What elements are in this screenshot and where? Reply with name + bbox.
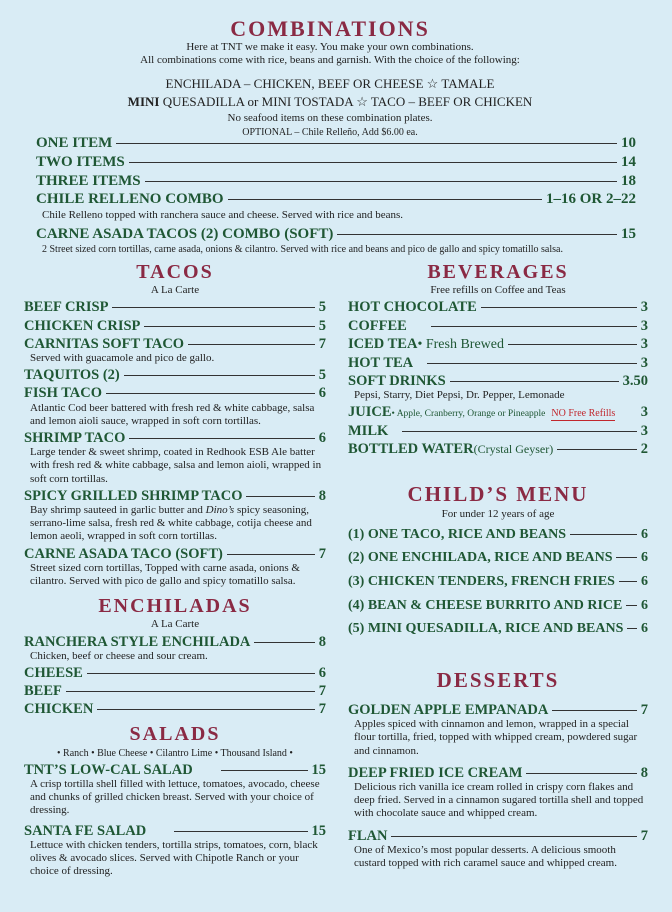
desc-italic: Dino’s [205, 504, 235, 517]
menu-item [24, 386, 326, 401]
menu-item [348, 766, 648, 781]
leader-line [570, 534, 637, 535]
leader-line [254, 642, 314, 643]
item-description: Pepsi, Starry, Diet Pepsi, Dr. Pepper, Lemonade [354, 388, 565, 401]
leader-line [557, 449, 637, 450]
choice-enchilada: ENCHILADA – CHICKEN, BEEF OR CHEESE [165, 75, 424, 91]
desserts-title: DESSERTS [436, 667, 560, 692]
leader-line [427, 363, 637, 364]
item-price: 7 [640, 701, 648, 718]
item-name: CHILE RELLENO COMBO [36, 191, 224, 208]
item-name: JUICE [348, 404, 392, 421]
leader-line [626, 605, 637, 606]
item-name: COFFEE [348, 317, 407, 334]
choice-tamale: TAMALE [441, 75, 495, 91]
leader-line [129, 162, 617, 163]
tacos-title: TACOS [136, 261, 214, 283]
leader-line [129, 438, 314, 439]
item-name: MILK [348, 422, 389, 439]
item-price: 6 [641, 597, 648, 613]
menu-item [348, 424, 648, 439]
item-price: 6 [318, 430, 326, 447]
menu-item [348, 405, 648, 421]
item-description: Delicious rich vanilla ice cream rolled in crispy corn flakes and deep fried. Served in a cinnamon sugared tortilla shell and topped with chocolate sauce and whipped cream. [354, 780, 644, 820]
menu-item [348, 703, 648, 718]
salad-dressings: • Ranch • Blue Cheese • Cilantro Lime • Thousand Island • [57, 747, 293, 759]
star-icon: ☆ [356, 93, 368, 109]
menu-item [36, 227, 636, 243]
menu-item [348, 575, 648, 590]
leader-line [616, 557, 637, 558]
item-description: Street sized corn tortillas, Topped with carne asada, onions & cilantro. Served with pico de gallo and spicy tomatillo salsa. [30, 561, 300, 588]
item-name: SHRIMP TACO [24, 430, 126, 447]
leader-line [619, 581, 637, 582]
item-price: 1–16 OR 2–22 [546, 191, 636, 208]
menu-item [24, 763, 326, 778]
item-price: 3 [640, 335, 648, 352]
item-price: 3 [640, 354, 648, 371]
choice-taco: TACO – BEEF OR CHICKEN [370, 93, 533, 109]
item-name: SANTA FE SALAD [24, 822, 147, 839]
item-price: 3.50 [622, 372, 648, 389]
item-description: A crisp tortilla shell filled with lettuce, tomatoes, avocado, cheese and chunks of grilled chicken breast. Served with your choice of dressing. [30, 778, 320, 817]
childs-menu-title: CHILD’S MENU [407, 482, 589, 507]
item-price: 6 [641, 550, 648, 566]
item-price: 3 [640, 422, 648, 439]
item-description: Apples spiced with cinnamon and lemon, wrapped in a special flour tortilla, fried, topped with whipped cream, powdered sugar and cinnamon. [354, 718, 638, 757]
leader-line [450, 381, 619, 382]
item-name: HOT TEA [348, 354, 414, 371]
combinations-choice-line-2 [20, 94, 640, 110]
item-name: GOLDEN APPLE EMPANADA [348, 701, 549, 718]
enchiladas-title: ENCHILADAS [98, 595, 252, 618]
item-name: TNT’S LOW-CAL SALAD [24, 761, 193, 778]
menu-item [348, 599, 648, 614]
menu-item [24, 702, 326, 717]
item-price: 3 [640, 299, 648, 316]
item-price: 8 [318, 487, 326, 504]
left-column [24, 262, 326, 878]
menu-item [348, 528, 648, 543]
item-name: RANCHERA STYLE ENCHILADA [24, 633, 251, 650]
leader-line [221, 770, 308, 771]
combinations-header [20, 18, 640, 139]
item-name: CARNE ASADA TACOS (2) COMBO (SOFT) [36, 226, 334, 243]
item-price: 6 [641, 621, 648, 637]
item-price: 6 [641, 573, 648, 589]
star-icon: ☆ [426, 75, 439, 91]
item-name: CARNE ASADA TACO (SOFT) [24, 545, 223, 562]
menu-item [36, 136, 636, 152]
item-price: 15 [311, 822, 326, 839]
item-name: CARNITAS SOFT TACO [24, 335, 185, 352]
item-description: Chile Relleno topped with ranchera sauce and cheese. Served with rice and beans. [42, 209, 404, 221]
menu-item [24, 337, 326, 352]
menu-item [24, 684, 326, 699]
item-name: FISH TACO [24, 385, 103, 402]
choice-mini: MINI [127, 93, 160, 109]
iced-tea-note: • Fresh Brewed [417, 336, 504, 352]
item-name: DEEP FRIED ICE CREAM [348, 764, 523, 781]
item-name: CHEESE [24, 665, 83, 682]
leader-line [481, 307, 637, 308]
item-price: 7 [318, 545, 326, 562]
juice-note: • Apple, Cranberry, Orange or Pineapple [391, 409, 546, 420]
leader-line [627, 628, 637, 629]
right-column [348, 262, 648, 870]
item-name: FLAN [348, 827, 388, 844]
menu-item [348, 356, 648, 371]
item-name: (3) CHICKEN TENDERS, FRENCH FRIES [348, 573, 615, 589]
item-name: TWO ITEMS [36, 153, 125, 170]
leader-line [246, 496, 314, 497]
item-description: 2 Street sized corn tortillas, carne asada, onions & cilantro. Served with rice and beans and pico de gallo and spicy tomatillo salsa. [42, 243, 563, 255]
leader-line [106, 393, 315, 394]
item-name: (4) BEAN & CHEESE BURRITO AND RICE [348, 597, 623, 613]
leader-line [337, 234, 617, 235]
beverages-title: BEVERAGES [427, 261, 569, 283]
desc-text: Bay shrimp sauteed in garlic butter and [30, 504, 206, 517]
item-description: Atlantic Cod beer battered with fresh red & white cabbage, salsa and lemon aioli sauce, wrapped in soft corn tortillas. [30, 401, 315, 427]
item-price: 18 [621, 172, 636, 189]
menu-item [348, 442, 648, 457]
childs-menu-list [348, 528, 648, 637]
item-name: BEEF CRISP [24, 299, 109, 316]
item-name: (1) ONE TACO, RICE AND BEANS [348, 526, 567, 542]
menu-item [36, 192, 636, 208]
leader-line [391, 836, 636, 837]
menu-item [24, 368, 326, 383]
item-name: SPICY GRILLED SHRIMP TACO [24, 487, 243, 504]
menu-item [24, 319, 326, 334]
item-price: 10 [621, 135, 636, 151]
enchiladas-subtitle: A La Carte [150, 618, 200, 631]
item-name: TAQUITOS (2) [24, 367, 120, 384]
item-name: CHICKEN CRISP [24, 317, 141, 334]
leader-line [112, 307, 314, 308]
desc-text: spicy seasoning, serrano-lime salsa, fresh red & white cabbage, cotija cheese and lemon aeoli, wrapped in soft corn tortillas. [30, 504, 312, 543]
menu-item [24, 824, 326, 839]
menu-item [348, 551, 648, 566]
leader-line [144, 326, 314, 327]
item-description: Chicken, beef or cheese and sour cream. [30, 649, 208, 662]
item-price: 7 [318, 701, 326, 718]
menu-item [348, 300, 648, 315]
menu-item [24, 300, 326, 315]
item-description: Served with guacamole and pico de gallo. [30, 352, 215, 365]
item-name: BEEF [24, 683, 62, 700]
menu-item [348, 337, 648, 353]
item-description [30, 504, 326, 544]
item-name: ONE ITEM [36, 135, 113, 151]
item-price: 15 [621, 226, 636, 243]
leader-line [228, 199, 542, 200]
water-note: (Crystal Geyser) [473, 441, 554, 456]
item-price: 3 [640, 404, 648, 421]
item-price: 5 [318, 367, 326, 384]
leader-line [227, 554, 315, 555]
item-price: 6 [318, 665, 326, 682]
no-free-refills-badge: NO Free Refills [551, 408, 616, 420]
item-price: 14 [621, 153, 636, 170]
menu-item [36, 155, 636, 171]
leader-line [174, 831, 307, 832]
leader-line [145, 181, 617, 182]
leader-line [87, 673, 315, 674]
item-price: 7 [318, 683, 326, 700]
combinations-title: COMBINATIONS [230, 16, 430, 41]
combinations-intro-1: Here at TNT we make it easy. You make your own combinations. [186, 41, 474, 53]
leader-line [526, 773, 636, 774]
tacos-subtitle: A La Carte [150, 284, 200, 296]
item-price: 7 [640, 827, 648, 844]
leader-line [66, 691, 315, 692]
menu-item [24, 666, 326, 681]
item-price: 2 [640, 440, 648, 457]
item-price: 3 [640, 317, 648, 334]
combinations-choice-line-1 [20, 76, 640, 92]
item-description: One of Mexico’s most popular desserts. A delicious smooth custard topped with rich caramel sauce and whipped cream. [354, 843, 617, 869]
item-name: ICED TEA [348, 335, 418, 352]
menu-item [348, 319, 648, 334]
leader-line [188, 344, 315, 345]
leader-line [124, 375, 315, 376]
item-description: Large tender & sweet shrimp, coated in Redhook ESB Ale batter with fresh red & white cabbage, salsa and lemon aioli, wrapped in soft corn tortillas. [30, 446, 322, 485]
menu-item [348, 374, 648, 389]
item-price: 8 [640, 764, 648, 781]
menu-item [24, 635, 326, 650]
item-description: Lettuce with chicken tenders, tortilla strips, tomatoes, corn, black olives & avocado slices. Served with Chipotle Ranch or your choice of dressing. [30, 838, 318, 878]
item-name: THREE ITEMS [36, 172, 141, 189]
menu-item [24, 547, 326, 562]
menu-item [24, 489, 326, 504]
combinations-intro-2: All combinations come with rice, beans and garnish. With the choice of the following: [140, 54, 520, 67]
item-name: BOTTLED WATER [348, 440, 474, 457]
leader-line [402, 431, 636, 432]
item-price: 5 [318, 317, 326, 334]
item-name: SOFT DRINKS [348, 372, 446, 389]
leader-line [116, 143, 617, 144]
menu-item [36, 174, 636, 190]
item-price: 7 [318, 335, 326, 352]
leader-line [508, 344, 637, 345]
leader-line [552, 710, 636, 711]
item-price: 15 [311, 761, 326, 778]
optional-note: OPTIONAL – Chile Relleño, Add $6.00 ea. [242, 126, 418, 138]
item-price: 5 [318, 299, 326, 316]
item-name: (2) ONE ENCHILADA, RICE AND BEANS [348, 550, 613, 566]
beverages-subtitle: Free refills on Coffee and Teas [430, 284, 566, 296]
leader-line [431, 326, 637, 327]
leader-line [97, 709, 314, 710]
no-seafood-note: No seafood items on these combination plates. [227, 111, 433, 124]
item-name: CHICKEN [24, 701, 94, 718]
menu-item [24, 431, 326, 446]
choice-quesadilla: QUESADILLA or MINI TOSTADA [162, 93, 353, 109]
combinations-list [36, 136, 636, 256]
childs-menu-subtitle: For under 12 years of age [441, 508, 555, 521]
menu-item [348, 829, 648, 844]
salads-title: SALADS [129, 722, 221, 745]
item-price: 6 [641, 526, 648, 542]
menu-item [348, 622, 648, 637]
item-price: 8 [318, 633, 326, 650]
item-price: 6 [318, 385, 326, 402]
item-name: (5) MINI QUESADILLA, RICE AND BEANS [348, 621, 624, 637]
item-name: HOT CHOCOLATE [348, 299, 477, 316]
